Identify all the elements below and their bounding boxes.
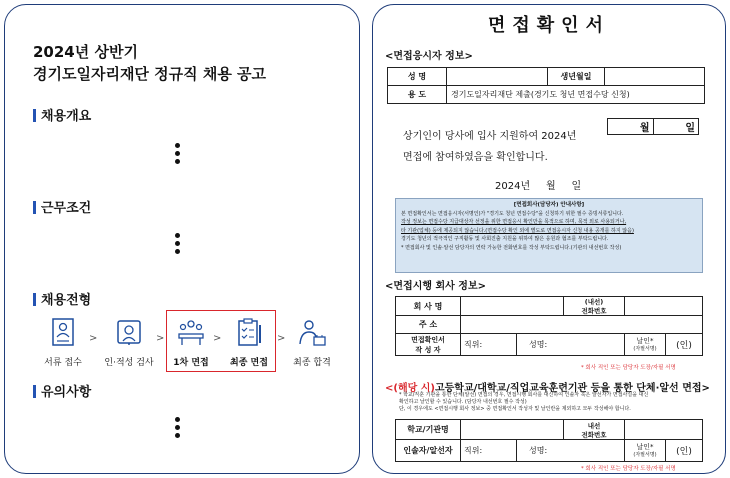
date-box (607, 118, 699, 135)
notice-line: 타 기관(업체) 등에 제공되지 않습니다.(면접수당 확인 외에 별도로 면접응시자 신청 내용 공개를 하지 않음) (401, 227, 634, 234)
tablet-test-icon (114, 317, 144, 347)
company-name-label: 회 사 명 (396, 297, 461, 316)
birth-label: 생년월일 (548, 68, 605, 86)
org-table (395, 419, 703, 462)
purpose-label: 용 도 (388, 86, 447, 104)
person-briefcase-icon (297, 317, 327, 347)
address-label: 주 소 (396, 316, 461, 334)
company-seal-note: * 회사 직인 또는 담당자 도장/자필 서명 (581, 365, 676, 371)
checklist-icon (234, 317, 264, 347)
interview-panel-icon (176, 317, 206, 347)
school-field[interactable] (461, 420, 564, 440)
confirm-text-line1: 상기인이 당사에 입사 지원하여 2024년 (403, 131, 577, 142)
writer-name[interactable]: 성명: (517, 334, 625, 356)
notice-line: * 면접회사 및 인솔·알선 담당자의 연락 가능한 전화번호를 작성 부탁드립니다.(기관의 내선번호 작성) (401, 244, 622, 251)
address-field[interactable] (461, 316, 703, 334)
applicant-header: <면접응시자 정보> (385, 51, 473, 62)
org-seal-label: 날인* (자필서명) (625, 440, 666, 462)
notice-line: 본 면접확인서는 면접응시자(서명인)가 "경기도 청년 면접수당"을 신청하기 위한 필수 증빙서류입니다. (401, 210, 624, 217)
step-final-interview: 최종 면접 (223, 317, 275, 368)
certificate-title: 면접확인서 (488, 15, 610, 36)
step-first-interview: 1차 면접 (169, 317, 213, 368)
birth-field[interactable] (605, 68, 705, 86)
purpose-value: 경기도일자리재단 제출(경기도 청년 면접수당 신청) (447, 86, 705, 104)
seal-label: 날인* (자필서명) (625, 334, 666, 356)
org-header: <(해당 시)고등학교/대학교/직업교육훈련기관 등을 통한 단체·알선 면접> (385, 383, 710, 394)
notice-title-main: 경기도일자리재단 정규직 채용 공고 (33, 65, 267, 83)
section-conditions: 근무조건 (33, 197, 91, 216)
step-final-pass: 최종 합격 (287, 317, 337, 368)
seal-mark[interactable]: (인) (666, 334, 703, 356)
notice-line: 경기도 청년의 적극적인 구직활동 및 사회진출 지원을 위하여 많은 응원과 협조를 부탁드립니다. (401, 236, 609, 242)
person-name[interactable]: 성명: (517, 440, 625, 462)
applicant-table (387, 67, 705, 104)
company-phone-label: (내선) 전화번호 (564, 297, 625, 316)
ellipsis-dots-icon (175, 233, 183, 257)
month-field[interactable]: 월 (608, 119, 654, 135)
notice-title-year: 2024년 상반기 (33, 43, 138, 61)
section-process: 채용전형 (33, 289, 91, 308)
interview-certificate-panel (372, 4, 726, 474)
chevron-right-icon: > (277, 333, 286, 344)
chevron-right-icon: > (156, 333, 165, 344)
company-phone-field[interactable] (625, 297, 703, 316)
org-seal-note: * 회사 직인 또는 담당자 도장/자필 서명 (581, 466, 676, 472)
resume-icon (48, 317, 78, 347)
ellipsis-dots-icon (175, 143, 183, 167)
recruitment-notice-panel (4, 4, 360, 474)
chevron-right-icon: > (89, 333, 98, 344)
step-aptitude: 인·적성 검사 (101, 317, 157, 368)
company-name-field[interactable] (461, 297, 564, 316)
org-note-line: * 학교/직훈 기관을 통한 단체(알선) 면접의 경우, 면접시행 회사를 대신하여 인솔자 혹은 알선자가 면접사실을 대신 (399, 392, 649, 398)
person-position[interactable]: 직위: (461, 440, 517, 462)
org-note-line: 단, 이 경우에도 <면접시행 회사 정보> 중 면접확인서 작성자 및 날인란을 제외하고 모두 작성해야 합니다. (399, 406, 631, 412)
notice-title: [면접회사(담당자) 안내사항] (513, 202, 585, 208)
section-notes: 유의사항 (33, 381, 91, 400)
step-document: 서류 접수 (41, 317, 85, 368)
ellipsis-dots-icon (175, 417, 183, 441)
company-header: <면접시행 회사 정보> (385, 281, 487, 292)
notice-box (395, 198, 703, 273)
company-table (395, 296, 703, 356)
school-label: 학교/기관명 (396, 420, 461, 440)
chevron-right-icon: > (213, 333, 222, 344)
section-overview: 채용개요 (33, 105, 91, 124)
notice-line: 작성 정보는 면접수당 지급대상자 선정을 위한 면접응시 확인만을 목적으로 하며, 목적 외로 사용되거나, (401, 219, 627, 225)
org-phone-label: 내선 전화번호 (564, 420, 625, 440)
name-label: 성 명 (388, 68, 447, 86)
org-phone-field[interactable] (625, 420, 703, 440)
name-field[interactable] (447, 68, 548, 86)
day-field[interactable]: 일 (653, 119, 699, 135)
writer-position[interactable]: 직위: (461, 334, 517, 356)
person-label: 인솔자/알선자 (396, 440, 461, 462)
org-seal-mark[interactable]: (인) (666, 440, 703, 462)
writer-label: 면접확인서 작 성 자 (396, 334, 461, 356)
issue-date: 2024년 월 일 (495, 181, 582, 192)
confirm-text-line2: 면접에 참여하였음을 확인합니다. (403, 152, 548, 163)
org-note-line: 확인하고 날인할 수 있습니다. (담당자 내선번호 필수 작성) (399, 399, 527, 405)
